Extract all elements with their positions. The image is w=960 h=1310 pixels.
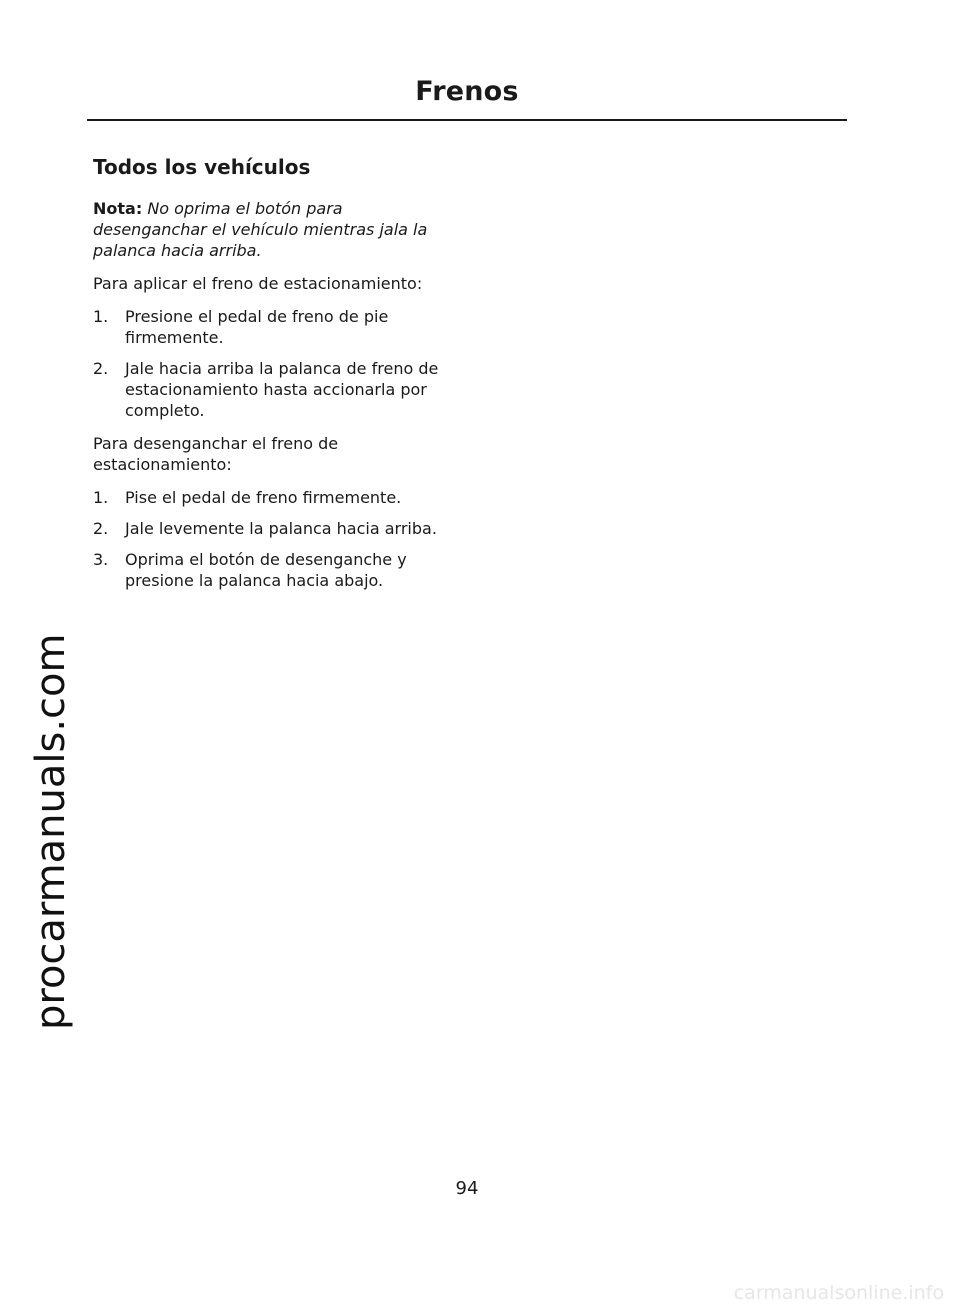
page-number: 94	[455, 1178, 479, 1199]
note-paragraph	[93, 198, 458, 261]
step-text: Pise el pedal de freno firmemente.	[125, 488, 402, 507]
step-number: 1.	[93, 488, 109, 507]
page-title: Frenos	[415, 76, 519, 107]
step-text: Jale hacia arriba la palanca de freno de estacionamiento hasta accionarla por completo.	[125, 359, 439, 420]
apply-steps-list	[93, 306, 458, 421]
step-text: Jale levemente la palanca hacia arriba.	[125, 519, 437, 538]
release-intro: Para desenganchar el freno de estacionamiento:	[93, 434, 339, 474]
list-item	[93, 358, 458, 421]
release-steps-list	[93, 487, 458, 591]
step-number: 2.	[93, 519, 109, 538]
step-number: 2.	[93, 359, 109, 378]
section-heading: Todos los vehículos	[93, 155, 311, 179]
step-text: Oprima el botón de desenganche y presione la palanca hacia abajo.	[125, 550, 407, 590]
apply-intro: Para aplicar el freno de estacionamiento:	[93, 274, 423, 293]
list-item	[93, 306, 458, 348]
step-number: 3.	[93, 550, 109, 569]
footer-watermark: carmanualsonline.info	[733, 1282, 944, 1304]
side-watermark: procarmanuals.com	[28, 633, 74, 1030]
note-label: Nota:	[93, 199, 143, 218]
main-content	[93, 152, 458, 603]
list-item	[93, 549, 458, 591]
list-item	[93, 487, 458, 508]
step-number: 1.	[93, 307, 109, 326]
header-divider	[87, 119, 847, 121]
step-text: Presione el pedal de freno de pie firmemente.	[125, 307, 389, 347]
list-item	[93, 518, 458, 539]
note-text: No oprima el botón para desenganchar el vehículo mientras jala la palanca hacia arriba.	[93, 199, 428, 260]
